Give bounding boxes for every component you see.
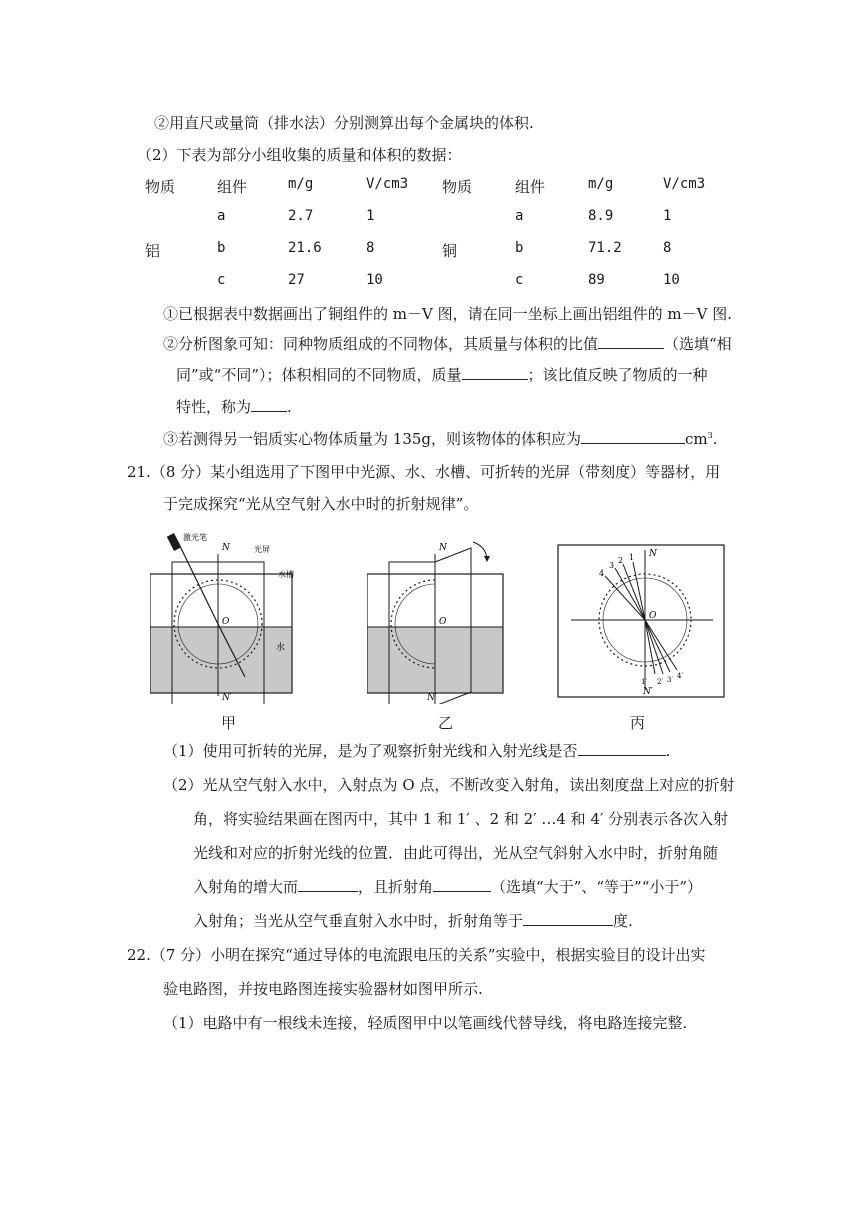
label-n: N xyxy=(222,543,230,553)
answer-blank-mass[interactable] xyxy=(462,365,528,380)
incident-ray xyxy=(178,542,218,624)
answer-blank-property-name[interactable] xyxy=(251,397,287,412)
table-row xyxy=(145,204,745,236)
figure-caption-yi: 乙 xyxy=(438,714,454,732)
table-cell: 10 xyxy=(366,272,383,288)
table-cell: a xyxy=(515,208,524,224)
table-header-cell: V/cm3 xyxy=(663,176,706,192)
answer-blank-compare[interactable] xyxy=(433,877,491,892)
table-cell: 8.9 xyxy=(588,208,614,224)
question-21-2-line3: 光线和对应的折射光线的位置．由此可得出，光从空气斜射入水中时，折射角随 xyxy=(193,844,719,862)
question-21-2-line4 xyxy=(193,876,702,897)
question-ratio-line2 xyxy=(176,364,708,385)
table-cell: 27 xyxy=(288,272,305,288)
label-o: O xyxy=(222,617,230,627)
water-region xyxy=(150,627,292,693)
answer-blank-increase[interactable] xyxy=(298,877,358,892)
question-volume xyxy=(163,428,718,449)
problem-22-line2: 验电路图，并按电路图连接实验器材如图甲所示. xyxy=(163,980,483,998)
screen-frame xyxy=(558,545,724,697)
question-21-2-options: （选填“大于”、“等于”“小于”） xyxy=(491,878,703,896)
figure-yi xyxy=(367,532,505,704)
figure-jia xyxy=(150,532,300,704)
question-22-1: （1）电路中有一根线未连接，轻质图甲中以笔画线代替导线，将电路连接完整. xyxy=(163,1014,688,1032)
laser-pen xyxy=(167,533,181,551)
figure-bing xyxy=(557,544,727,700)
label-o: O xyxy=(439,617,447,627)
table-cell: b xyxy=(515,240,524,256)
incident-ray-1 xyxy=(633,562,645,620)
label-n-prime: N′ xyxy=(427,693,437,703)
question-ratio-line1 xyxy=(163,333,732,354)
refracted-ray-3 xyxy=(645,620,670,672)
question-21-1-text: （1）使用可折转的光屏，是为了观察折射光线和入射光线是否 xyxy=(163,742,578,760)
question-volume-text: ③若测得另一铝质实心物体质量为 135g，则该物体的体积应为 xyxy=(163,430,582,448)
table-header-cell: 物质 xyxy=(145,178,176,196)
question-name-text: 特性，称为 xyxy=(176,398,252,416)
table-cell: 1 xyxy=(663,208,672,224)
table-header-cell: m/g xyxy=(588,176,614,192)
question-mass-text: 同”或“不同”）；体积相同的不同物质，质量 xyxy=(176,366,462,384)
table-cell: 铜 xyxy=(442,242,458,260)
label-refracted-2: 2′ xyxy=(657,678,664,686)
problem-21-line2: 于完成探究“光从空气射入水中时的折射规律”。 xyxy=(163,495,479,513)
period: . xyxy=(665,742,671,760)
label-o: O xyxy=(649,611,657,621)
table-cell: b xyxy=(217,240,226,256)
label-incident-4: 4 xyxy=(599,569,605,578)
question-property-text: ；该比值反映了物质的一种 xyxy=(527,366,708,384)
label-tank: 水槽 xyxy=(278,570,294,579)
label-water: 水 xyxy=(276,643,286,653)
table-row xyxy=(145,268,745,300)
figure-caption-bing: 丙 xyxy=(630,714,646,732)
label-laser: 激光笔 xyxy=(183,533,207,542)
problem-21-line1: 21.（8 分）某小组选用了下图甲中光源、水、水槽、可折转的光屏（带刻度）等器材，用 xyxy=(127,463,721,481)
table-cell: 21.6 xyxy=(288,240,322,256)
unit-cm: cm xyxy=(685,430,708,448)
incident-ray-4 xyxy=(605,576,645,620)
question-21-2-increase-text: 入射角的增大而 xyxy=(193,878,299,896)
data-table xyxy=(145,172,745,300)
question-ratio-option: （选填“相 xyxy=(664,335,732,353)
question-21-2-line1: （2）光从空气射入水中，入射点为 O 点，不断改变入射角，读出刻度盘上对应的折射 xyxy=(163,776,735,794)
label-incident-2: 2 xyxy=(618,556,624,565)
answer-blank-ratio[interactable] xyxy=(598,334,664,349)
question-ratio-text: ②分析图象可知：同种物质组成的不同物体，其质量与体积的比值 xyxy=(163,335,599,353)
table-header xyxy=(145,172,745,204)
step-measure-volume: ②用直尺或量筒（排水法）分别测算出每个金属块的体积. xyxy=(154,114,534,132)
table-header-cell: 组件 xyxy=(515,178,546,196)
table-cell: 铝 xyxy=(145,242,161,260)
fold-arrowhead xyxy=(484,556,490,562)
label-n-prime: N′ xyxy=(222,693,232,703)
question-21-2-compare-text: ，且折射角 xyxy=(358,878,434,896)
period: . xyxy=(712,430,718,448)
table-header-cell: V/cm3 xyxy=(366,176,409,192)
incident-ray-3 xyxy=(615,568,645,620)
table-cell: 8 xyxy=(663,240,672,256)
table-header-cell: 物质 xyxy=(442,178,473,196)
table-header-cell: m/g xyxy=(288,176,314,192)
label-refracted-1: 1′ xyxy=(641,678,648,686)
fold-arrow xyxy=(473,542,487,558)
table-header-cell: 组件 xyxy=(217,178,248,196)
table-row xyxy=(145,236,745,268)
table-cell: 1 xyxy=(366,208,375,224)
question-21-2-line2: 角，将实验结果画在图丙中，其中 1 和 1′ 、2 和 2′ …4 和 4′ 分别表示各次入射 xyxy=(193,810,729,828)
label-n: N xyxy=(439,543,447,553)
question-ratio-line3 xyxy=(176,396,292,417)
incident-ray-2 xyxy=(623,564,645,620)
label-refracted-3: 3′ xyxy=(667,676,674,684)
table-cell: 2.7 xyxy=(288,208,314,224)
question-21-1 xyxy=(163,740,670,761)
table-cell: 71.2 xyxy=(588,240,622,256)
table-cell: c xyxy=(515,272,524,288)
table-cell: c xyxy=(217,272,226,288)
label-incident-1: 1 xyxy=(629,553,635,562)
answer-blank-degrees[interactable] xyxy=(523,911,613,926)
label-n-prime: N′ xyxy=(643,687,653,697)
table-cell: 8 xyxy=(366,240,375,256)
period: . xyxy=(287,398,292,416)
unit-cm-superscript: 3 xyxy=(707,431,713,440)
label-incident-3: 3 xyxy=(609,561,615,570)
figure-caption-jia: 甲 xyxy=(221,714,237,732)
label-n: N xyxy=(649,549,657,559)
table-cell: a xyxy=(217,208,226,224)
table-intro: （2）下表为部分小组收集的质量和体积的数据： xyxy=(137,146,462,164)
answer-blank-coplanar[interactable] xyxy=(578,741,666,756)
question-mv-graph: ①已根据表中数据画出了铜组件的 m－V 图，请在同一坐标上画出铝组件的 m－V 图. xyxy=(163,305,732,323)
table-cell: 89 xyxy=(588,272,605,288)
answer-blank-volume[interactable] xyxy=(581,429,685,444)
unit-degree: 度. xyxy=(613,912,633,930)
question-21-2-perpendicular-text: 入射角；当光从空气垂直射入水中时，折射角等于 xyxy=(193,912,524,930)
table-cell: 10 xyxy=(663,272,680,288)
problem-22-line1: 22.（7 分）小明在探究“通过导体的电流跟电压的关系”实验中，根据实验目的设计出实 xyxy=(127,946,706,964)
question-21-2-line5 xyxy=(193,910,633,931)
label-screen: 光屏 xyxy=(254,545,270,554)
label-refracted-4: 4′ xyxy=(677,672,684,680)
